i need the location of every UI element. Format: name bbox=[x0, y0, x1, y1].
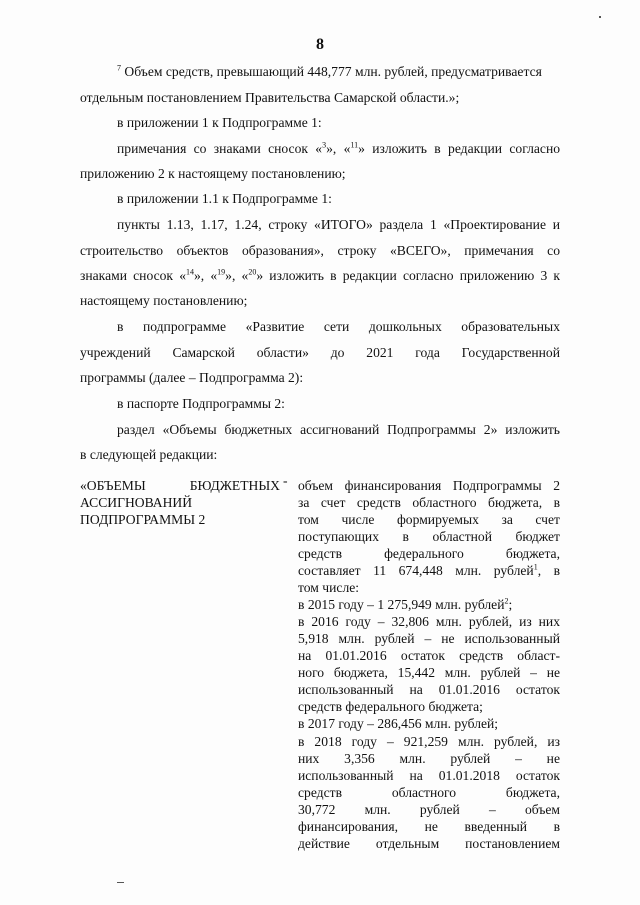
footnote-text-1: Объем средств, превышающий 448,777 млн. рублей, предусматривается bbox=[124, 64, 542, 79]
right-cell-line-16: в 2018 году – 921,259 млн. рублей, из bbox=[298, 734, 560, 749]
page-number: 8 bbox=[316, 36, 324, 53]
right-cell-line-6 bbox=[298, 562, 560, 579]
right-cell-line-17: них 3,356 млн. рублей – не bbox=[298, 751, 560, 766]
right-cell-line-10: 5,918 млн. рублей – не использованный bbox=[298, 631, 560, 646]
right-cell-line-9: в 2016 году – 32,806 млн. рублей, из них bbox=[298, 614, 560, 629]
para-4-line-3 bbox=[80, 267, 560, 284]
para-1: в приложении 1 к Подпрограмме 1: bbox=[117, 115, 322, 130]
left-cell-line-3: ПОДПРОГРАММЫ 2 bbox=[80, 512, 206, 527]
para-4-line-1: пункты 1.13, 1.17, 1.24, строку «ИТОГО» раздела 1 «Проектирование и bbox=[117, 217, 560, 232]
para-5-line-1: в подпрограмме «Развитие сети дошкольных образовательных bbox=[117, 319, 560, 334]
right-cell-line-5: средств федерального бюджета, bbox=[298, 546, 560, 561]
scan-speck bbox=[117, 882, 124, 883]
text-part: », « bbox=[225, 268, 249, 283]
right-cell-line-21: финансирования, не введенный в bbox=[298, 819, 560, 834]
footnote-line-1 bbox=[117, 63, 542, 80]
right-cell-line-7: том числе: bbox=[298, 580, 360, 595]
right-cell-line-20: 30,772 млн. рублей – объем bbox=[298, 802, 560, 817]
para-5-line-3: программы (далее – Подпрограмма 2): bbox=[80, 370, 304, 385]
text-part: составляет 11 674,448 млн. рублей bbox=[298, 563, 534, 578]
para-7-line-2: в следующей редакции: bbox=[80, 447, 218, 462]
right-cell-line-12: ного бюджета, 15,442 млн. рублей – не bbox=[298, 665, 560, 680]
footnote-ref: 3 bbox=[322, 140, 327, 150]
right-cell-line-4: поступающих в областной бюджет bbox=[298, 529, 560, 544]
text-part: , в bbox=[537, 563, 561, 578]
para-6: в паспорте Подпрограммы 2: bbox=[117, 396, 285, 411]
footnote-ref: 2 bbox=[504, 596, 509, 606]
text-part: » изложить в редакции согласно приложению 3 к bbox=[256, 268, 561, 283]
left-cell-line-2: АССИГНОВАНИЙ bbox=[80, 495, 193, 510]
footnote-ref: 11 bbox=[350, 140, 359, 150]
text-part: » изложить в редакции согласно bbox=[358, 141, 561, 156]
para-2-line-2: приложению 2 к настоящему постановлению; bbox=[80, 166, 346, 181]
right-cell-line-8 bbox=[298, 596, 512, 613]
right-cell-line-22: действие отдельным постановлением bbox=[298, 836, 560, 851]
text-part: в 2015 году – 1 275,949 млн. рублей bbox=[298, 597, 505, 612]
table-dash: - bbox=[283, 473, 288, 488]
right-cell-line-11: на 01.01.2016 остаток средств област- bbox=[298, 648, 560, 663]
footnote-ref: 1 bbox=[533, 562, 538, 572]
footnote-ref: 19 bbox=[217, 267, 226, 277]
left-cell-line-1: «ОБЪЕМЫ БЮДЖЕТНЫХ bbox=[80, 478, 280, 493]
para-2-line-1 bbox=[117, 140, 560, 157]
right-cell-line-2: за счет средств областного бюджета, в bbox=[298, 495, 560, 510]
text-part: ; bbox=[508, 597, 513, 612]
scan-speck bbox=[599, 16, 601, 18]
right-cell-line-13: использованный на 01.01.2016 остаток bbox=[298, 682, 560, 697]
text-part: », « bbox=[326, 141, 351, 156]
para-7-line-1: раздел «Объемы бюджетных ассигнований Подпрограммы 2» изложить bbox=[117, 422, 560, 437]
para-4-line-2: строительство объектов образования», строку «ВСЕГО», примечания со bbox=[80, 243, 560, 258]
right-cell-line-15: в 2017 году – 286,456 млн. рублей; bbox=[298, 716, 499, 731]
right-cell-line-3: том числе формируемых за счет bbox=[298, 512, 560, 527]
para-3: в приложении 1.1 к Подпрограмме 1: bbox=[117, 191, 332, 206]
text-part: », « bbox=[194, 268, 218, 283]
right-cell-line-14: средств федерального бюджета; bbox=[298, 699, 483, 714]
para-4-line-4: настоящему постановлению; bbox=[80, 293, 248, 308]
footnote-mark: 7 bbox=[117, 63, 121, 73]
text-part: примечания со знаками сносок « bbox=[117, 141, 323, 156]
right-cell-line-19: средств областного бюджета, bbox=[298, 785, 560, 800]
table-left-column bbox=[80, 477, 280, 528]
footnote-ref: 20 bbox=[248, 267, 257, 277]
right-cell-line-1: объем финансирования Подпрограммы 2 bbox=[298, 478, 560, 493]
right-cell-line-18: использованный на 01.01.2018 остаток bbox=[298, 768, 560, 783]
footnote-line-2: отдельным постановлением Правительства Самарской области.»; bbox=[80, 90, 460, 105]
text-part: знаками сносок « bbox=[80, 268, 186, 283]
para-5-line-2: учреждений Самарской области» до 2021 года Государственной bbox=[80, 345, 560, 360]
footnote-ref: 14 bbox=[186, 267, 194, 277]
